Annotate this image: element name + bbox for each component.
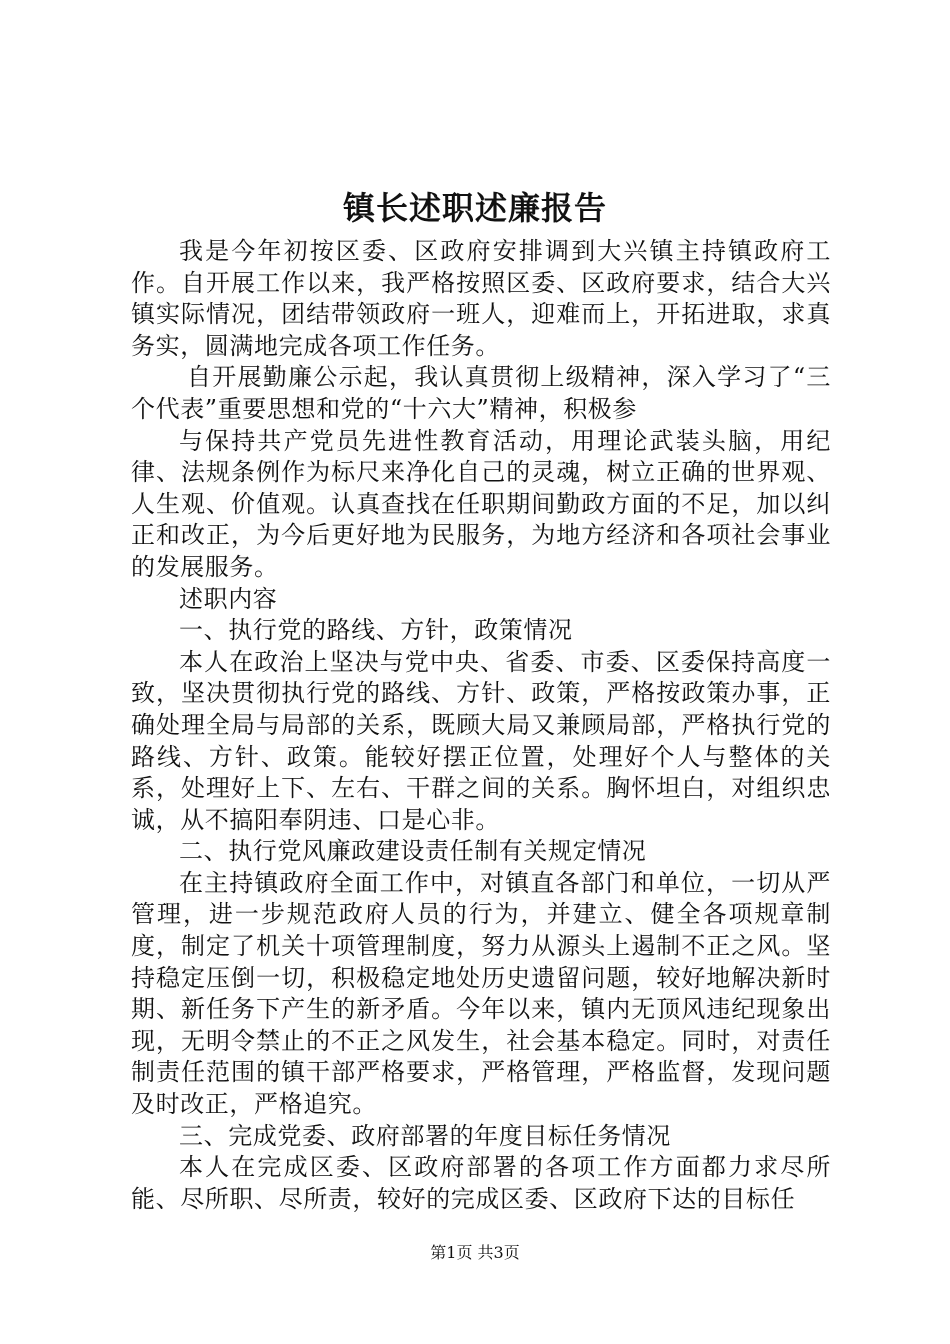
paragraph-intro: 我是今年初按区委、区政府安排调到大兴镇主持镇政府工作。自开展工作以来，我严格按照区委、区政府要求，结合大兴镇实际情况，团结带领政府一班人，迎难而上，开拓进取，求真务实，圆满地完成各项工作任务。 xyxy=(131,237,831,360)
paragraph-section-1: 本人在政治上坚决与党中央、省委、市委、区委保持高度一致，坚决贯彻执行党的路线、方针、政策，严格按政策办事，正确处理全局与局部的关系，既顾大局又兼顾局部，严格执行党的路线、方针、政策。能较好摆正位置，处理好个人与整体的关系，处理好上下、左右、干群之间的关系。胸怀坦白，对组织忠诚，从不搞阳奉阴违、口是心非。 xyxy=(131,647,831,834)
section-heading-1: 一、执行党的路线、方针，政策情况 xyxy=(179,616,573,645)
paragraph-study: 自开展勤廉公示起，我认真贯彻上级精神，深入学习了“三个代表”重要思想和党的“十六大”精神，积极参 xyxy=(131,363,831,423)
paragraph-study-continued: 与保持共产党员先进性教育活动，用理论武装头脑，用纪律、法规条例作为标尺来净化自己的灵魂，树立正确的世界观、人生观、价值观。认真查找在任职期间勤政方面的不足，加以纠正和改正，为今后更好地为民服务，为地方经济和各项社会事业的发展服务。 xyxy=(131,426,831,581)
section-heading-report: 述职内容 xyxy=(179,584,278,613)
section-heading-2: 二、执行党风廉政建设责任制有关规定情况 xyxy=(179,837,647,866)
document-title: 镇长述职述廉报告 xyxy=(342,189,607,227)
section-heading-3: 三、完成党委、政府部署的年度目标任务情况 xyxy=(179,1121,671,1150)
document-body xyxy=(131,236,831,1215)
page-footer: 第1页 共3页 xyxy=(430,1243,520,1262)
paragraph-section-3: 本人在完成区委、区政府部署的各项工作方面都力求尽所能、尽所职、尽所责，较好的完成区委、区政府下达的目标任 xyxy=(131,1153,831,1213)
paragraph-section-2: 在主持镇政府全面工作中，对镇直各部门和单位，一切从严管理，进一步规范政府人员的行为，并建立、健全各项规章制度，制定了机关十项管理制度，努力从源头上遏制不正之风。坚持稳定压倒一切，积极稳定地处历史遗留问题，较好地解决新时期、新任务下产生的新矛盾。今年以来，镇内无顶风违纪现象出现，无明令禁止的不正之风发生，社会基本稳定。同时，对责任制责任范围的镇干部严格要求，严格管理，严格监督，发现问题及时改正，严格追究。 xyxy=(131,868,831,1119)
